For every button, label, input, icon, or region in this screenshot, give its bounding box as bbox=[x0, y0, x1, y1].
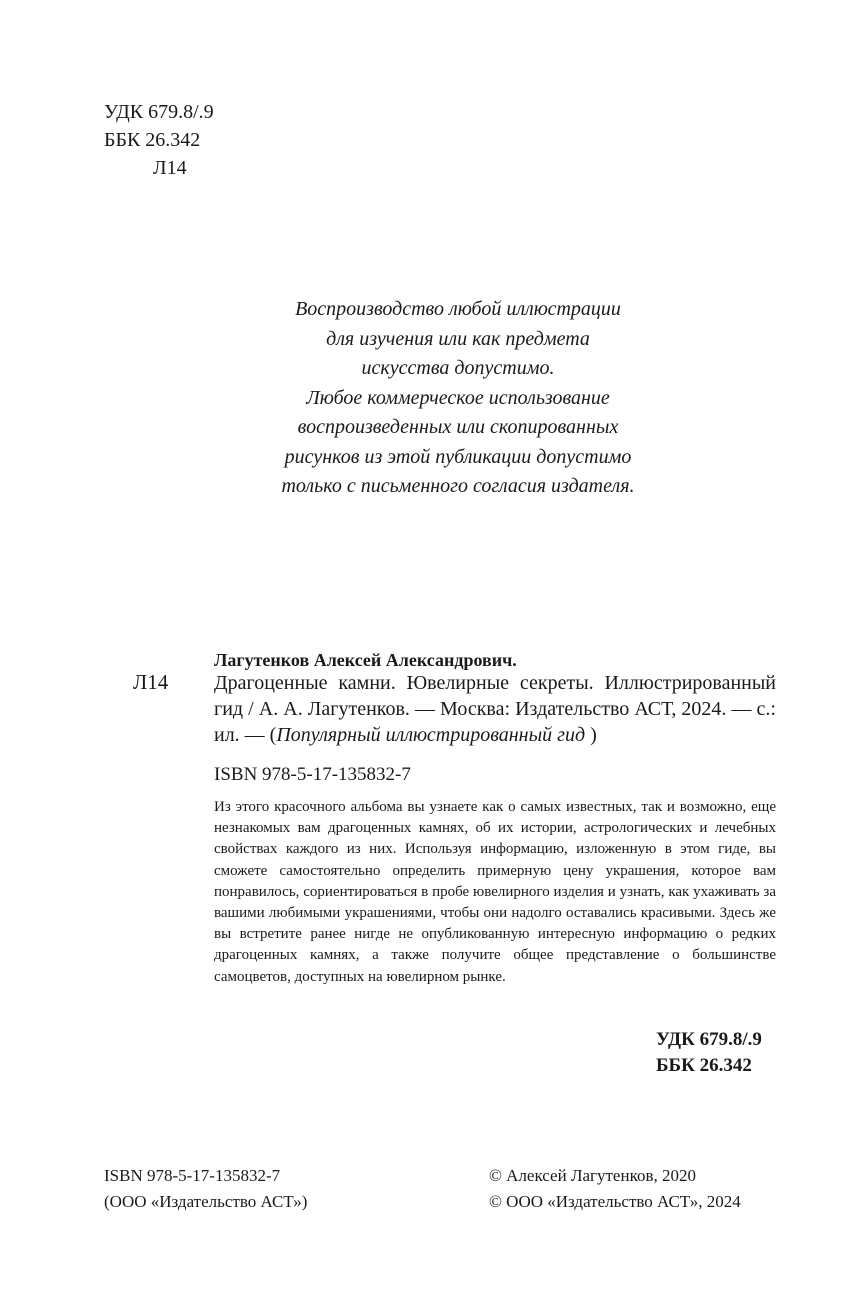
udk-code: УДК 679.8/.9 bbox=[104, 101, 214, 123]
notice-line: воспроизведенных или скопированных bbox=[297, 416, 619, 438]
card-author: Лагутенков Алексей Александрович. bbox=[214, 650, 517, 670]
notice-line: искусства допустимо. bbox=[361, 357, 555, 379]
footer-publisher: (ООО «Издательство АСТ») bbox=[104, 1192, 308, 1211]
card-bbk: ББК 26.342 bbox=[656, 1055, 752, 1076]
footer-isbn: ISBN 978-5-17-135832-7 bbox=[104, 1166, 281, 1185]
footer-copyright-block bbox=[489, 1163, 741, 1215]
author-mark: Л14 bbox=[153, 157, 187, 179]
copyright-notice bbox=[230, 295, 686, 502]
annotation: Из этого красочного альбома вы узнаете как о самых известных, так и возможно, еще незнакомых вам драгоценных камнях, об их истории, астрологических и лечебных свойствах каждого из них. Используя информацию, изложенную в этом гиде, вы сможете самостоятельно определить примерную цену украшения, которое вам понравилось, сориентироваться в пробе ювелирного изделия и узнать, как ухаживать за вашими любимыми украшениями, чтобы они надолго оставались красивыми. Здесь же вы встретите ранее нигде не опубликованную интересную информацию о редких драгоценных камнях, а также получите общее представление о большинстве самоцветов, доступных на ювелирном рынке. bbox=[214, 799, 776, 985]
notice-line: рисунков из этой публикации допустимо bbox=[284, 445, 632, 468]
bbk-code: ББК 26.342 bbox=[104, 129, 201, 151]
biblio-text: Драгоценные камни. Ювелирные секреты. Иллюстрированный гид / А. А. Лагутенков. — Москва: Издательство АСТ, 2024. — с.: ил. — ( bbox=[214, 672, 776, 746]
series-title: Популярный иллюстрированный гид bbox=[276, 724, 586, 746]
bibliographic-description bbox=[214, 670, 776, 748]
notice-line: для изучения или как предмета bbox=[326, 327, 590, 350]
notice-line: Воспроизводство любой иллюстрации bbox=[295, 298, 621, 320]
card-udk: УДК 679.8/.9 bbox=[656, 1029, 762, 1050]
copyright-publisher: © ООО «Издательство АСТ», 2024 bbox=[489, 1192, 741, 1211]
footer-isbn-block bbox=[104, 1163, 307, 1215]
card-index: Л14 bbox=[133, 670, 169, 694]
biblio-end: ) bbox=[585, 724, 597, 746]
top-classification-codes bbox=[104, 98, 214, 182]
notice-line: Любое коммерческое использование bbox=[306, 386, 610, 409]
notice-line: только с письменного согласия издателя. bbox=[281, 475, 635, 497]
card-isbn: ISBN 978-5-17-135832-7 bbox=[214, 764, 411, 785]
card-classification-codes bbox=[656, 1027, 762, 1079]
copyright-author: © Алексей Лагутенков, 2020 bbox=[489, 1166, 696, 1185]
